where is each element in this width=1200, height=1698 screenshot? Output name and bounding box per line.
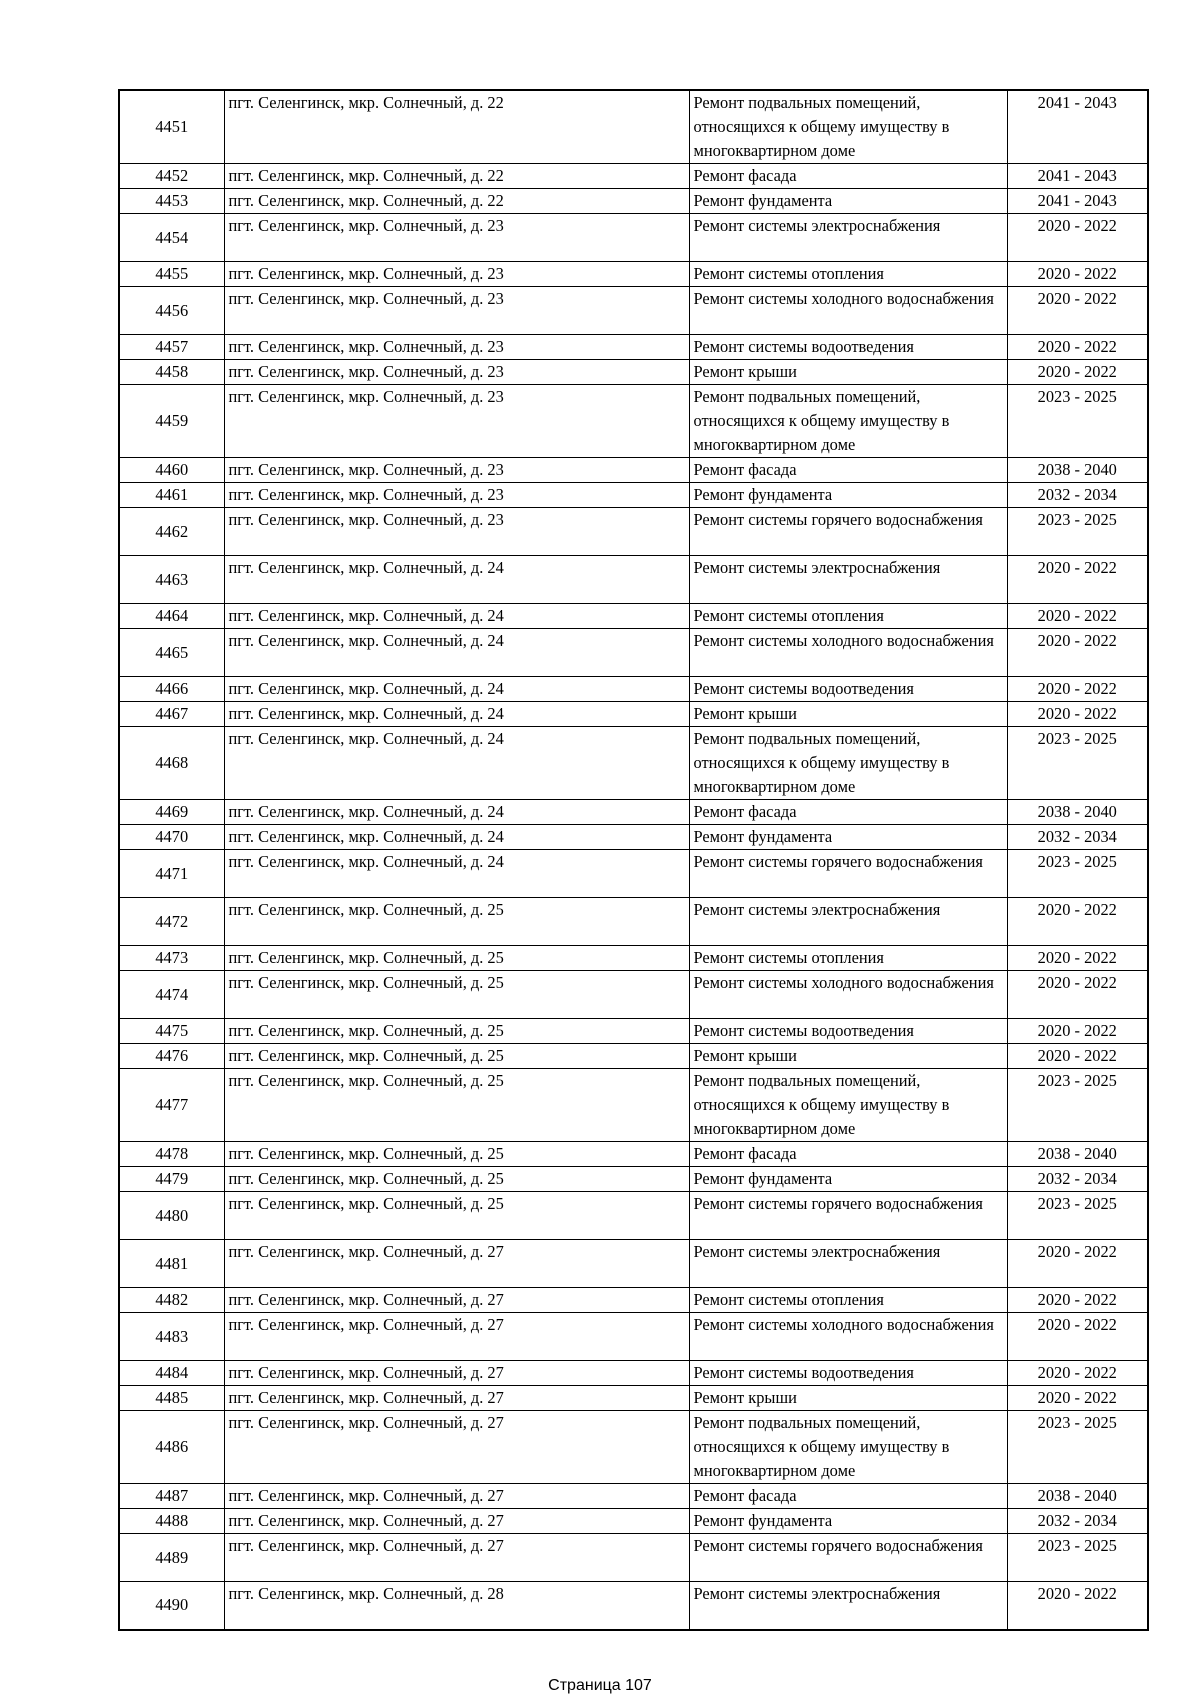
cell-number: 4479 (119, 1167, 224, 1192)
cell-period: 2023 - 2025 (1007, 1534, 1148, 1582)
cell-address: пгт. Селенгинск, мкр. Солнечный, д. 22 (224, 164, 689, 189)
cell-work-type: Ремонт фундамента (689, 1167, 1007, 1192)
table-row (119, 90, 1148, 164)
cell-period: 2041 - 2043 (1007, 164, 1148, 189)
table-row (119, 508, 1148, 556)
table-row (119, 1019, 1148, 1044)
cell-address: пгт. Селенгинск, мкр. Солнечный, д. 23 (224, 214, 689, 262)
cell-number: 4457 (119, 335, 224, 360)
cell-period: 2020 - 2022 (1007, 262, 1148, 287)
table-row (119, 604, 1148, 629)
cell-work-type: Ремонт системы горячего водоснабжения (689, 508, 1007, 556)
cell-address: пгт. Селенгинск, мкр. Солнечный, д. 24 (224, 556, 689, 604)
cell-number: 4481 (119, 1240, 224, 1288)
cell-period: 2020 - 2022 (1007, 556, 1148, 604)
cell-number: 4459 (119, 385, 224, 458)
cell-period: 2020 - 2022 (1007, 898, 1148, 946)
cell-work-type: Ремонт системы электроснабжения (689, 1240, 1007, 1288)
cell-address: пгт. Селенгинск, мкр. Солнечный, д. 25 (224, 1044, 689, 1069)
table-row (119, 800, 1148, 825)
cell-period: 2032 - 2034 (1007, 1509, 1148, 1534)
cell-number: 4465 (119, 629, 224, 677)
cell-period: 2032 - 2034 (1007, 1167, 1148, 1192)
table-row (119, 677, 1148, 702)
cell-address: пгт. Селенгинск, мкр. Солнечный, д. 22 (224, 90, 689, 164)
cell-work-type: Ремонт фасада (689, 164, 1007, 189)
cell-period: 2038 - 2040 (1007, 800, 1148, 825)
cell-address: пгт. Селенгинск, мкр. Солнечный, д. 28 (224, 1582, 689, 1630)
table-row (119, 971, 1148, 1019)
cell-period: 2020 - 2022 (1007, 702, 1148, 727)
cell-address: пгт. Селенгинск, мкр. Солнечный, д. 25 (224, 946, 689, 971)
cell-work-type: Ремонт подвальных помещений, относящихся к общему имуществу в многоквартирном доме (689, 1411, 1007, 1484)
cell-period: 2023 - 2025 (1007, 850, 1148, 898)
cell-number: 4451 (119, 90, 224, 164)
cell-period: 2023 - 2025 (1007, 727, 1148, 800)
cell-work-type: Ремонт крыши (689, 360, 1007, 385)
cell-period: 2032 - 2034 (1007, 483, 1148, 508)
cell-period: 2038 - 2040 (1007, 458, 1148, 483)
cell-work-type: Ремонт системы холодного водоснабжения (689, 1313, 1007, 1361)
table-row (119, 1069, 1148, 1142)
cell-number: 4489 (119, 1534, 224, 1582)
cell-period: 2023 - 2025 (1007, 1069, 1148, 1142)
cell-number: 4462 (119, 508, 224, 556)
works-table-body (119, 90, 1148, 1630)
cell-number: 4487 (119, 1484, 224, 1509)
cell-number: 4476 (119, 1044, 224, 1069)
cell-address: пгт. Селенгинск, мкр. Солнечный, д. 25 (224, 898, 689, 946)
cell-work-type: Ремонт системы холодного водоснабжения (689, 287, 1007, 335)
cell-period: 2023 - 2025 (1007, 1192, 1148, 1240)
cell-work-type: Ремонт системы отопления (689, 1288, 1007, 1313)
cell-address: пгт. Селенгинск, мкр. Солнечный, д. 24 (224, 629, 689, 677)
cell-number: 4484 (119, 1361, 224, 1386)
table-row (119, 1192, 1148, 1240)
table-row (119, 1167, 1148, 1192)
cell-address: пгт. Селенгинск, мкр. Солнечный, д. 24 (224, 825, 689, 850)
cell-address: пгт. Селенгинск, мкр. Солнечный, д. 25 (224, 1069, 689, 1142)
cell-number: 4454 (119, 214, 224, 262)
cell-work-type: Ремонт системы отопления (689, 946, 1007, 971)
cell-work-type: Ремонт системы горячего водоснабжения (689, 850, 1007, 898)
table-row (119, 1484, 1148, 1509)
cell-work-type: Ремонт фасада (689, 1484, 1007, 1509)
cell-period: 2038 - 2040 (1007, 1484, 1148, 1509)
cell-period: 2020 - 2022 (1007, 1019, 1148, 1044)
table-row (119, 825, 1148, 850)
cell-address: пгт. Селенгинск, мкр. Солнечный, д. 24 (224, 677, 689, 702)
cell-number: 4453 (119, 189, 224, 214)
cell-address: пгт. Селенгинск, мкр. Солнечный, д. 22 (224, 189, 689, 214)
cell-number: 4456 (119, 287, 224, 335)
cell-address: пгт. Селенгинск, мкр. Солнечный, д. 27 (224, 1240, 689, 1288)
cell-work-type: Ремонт фасада (689, 800, 1007, 825)
cell-period: 2020 - 2022 (1007, 1044, 1148, 1069)
page-number: Страница 107 (548, 1677, 652, 1694)
cell-period: 2020 - 2022 (1007, 946, 1148, 971)
cell-work-type: Ремонт системы водоотведения (689, 1019, 1007, 1044)
cell-work-type: Ремонт системы водоотведения (689, 335, 1007, 360)
cell-address: пгт. Селенгинск, мкр. Солнечный, д. 27 (224, 1509, 689, 1534)
cell-address: пгт. Селенгинск, мкр. Солнечный, д. 25 (224, 1019, 689, 1044)
cell-address: пгт. Селенгинск, мкр. Солнечный, д. 25 (224, 971, 689, 1019)
cell-number: 4466 (119, 677, 224, 702)
cell-address: пгт. Селенгинск, мкр. Солнечный, д. 27 (224, 1534, 689, 1582)
cell-number: 4467 (119, 702, 224, 727)
cell-work-type: Ремонт фундамента (689, 1509, 1007, 1534)
cell-work-type: Ремонт подвальных помещений, относящихся к общему имуществу в многоквартирном доме (689, 1069, 1007, 1142)
cell-address: пгт. Селенгинск, мкр. Солнечный, д. 23 (224, 287, 689, 335)
cell-period: 2020 - 2022 (1007, 360, 1148, 385)
cell-work-type: Ремонт системы водоотведения (689, 1361, 1007, 1386)
cell-period: 2023 - 2025 (1007, 1411, 1148, 1484)
cell-address: пгт. Селенгинск, мкр. Солнечный, д. 24 (224, 850, 689, 898)
cell-work-type: Ремонт фундамента (689, 189, 1007, 214)
cell-number: 4480 (119, 1192, 224, 1240)
cell-period: 2020 - 2022 (1007, 214, 1148, 262)
works-table (118, 89, 1149, 1631)
cell-number: 4458 (119, 360, 224, 385)
cell-number: 4490 (119, 1582, 224, 1630)
cell-number: 4473 (119, 946, 224, 971)
cell-work-type: Ремонт системы водоотведения (689, 677, 1007, 702)
cell-work-type: Ремонт системы электроснабжения (689, 898, 1007, 946)
cell-work-type: Ремонт фасада (689, 458, 1007, 483)
page-footer (0, 1676, 1200, 1696)
table-row (119, 335, 1148, 360)
table-row (119, 1240, 1148, 1288)
table-row (119, 1044, 1148, 1069)
cell-period: 2020 - 2022 (1007, 335, 1148, 360)
cell-work-type: Ремонт системы электроснабжения (689, 1582, 1007, 1630)
cell-number: 4460 (119, 458, 224, 483)
cell-work-type: Ремонт крыши (689, 1044, 1007, 1069)
cell-number: 4464 (119, 604, 224, 629)
cell-period: 2020 - 2022 (1007, 287, 1148, 335)
table-row (119, 1313, 1148, 1361)
cell-period: 2041 - 2043 (1007, 90, 1148, 164)
cell-number: 4483 (119, 1313, 224, 1361)
cell-number: 4461 (119, 483, 224, 508)
table-row (119, 458, 1148, 483)
cell-number: 4452 (119, 164, 224, 189)
cell-address: пгт. Селенгинск, мкр. Солнечный, д. 24 (224, 800, 689, 825)
cell-number: 4486 (119, 1411, 224, 1484)
cell-number: 4482 (119, 1288, 224, 1313)
cell-number: 4477 (119, 1069, 224, 1142)
cell-address: пгт. Селенгинск, мкр. Солнечный, д. 27 (224, 1484, 689, 1509)
table-row (119, 1361, 1148, 1386)
cell-work-type: Ремонт фасада (689, 1142, 1007, 1167)
cell-period: 2020 - 2022 (1007, 1288, 1148, 1313)
cell-number: 4485 (119, 1386, 224, 1411)
cell-address: пгт. Селенгинск, мкр. Солнечный, д. 27 (224, 1386, 689, 1411)
cell-work-type: Ремонт системы электроснабжения (689, 556, 1007, 604)
table-row (119, 360, 1148, 385)
cell-address: пгт. Селенгинск, мкр. Солнечный, д. 23 (224, 508, 689, 556)
table-row (119, 946, 1148, 971)
cell-work-type: Ремонт крыши (689, 702, 1007, 727)
cell-address: пгт. Селенгинск, мкр. Солнечный, д. 23 (224, 385, 689, 458)
cell-address: пгт. Селенгинск, мкр. Солнечный, д. 27 (224, 1313, 689, 1361)
cell-address: пгт. Селенгинск, мкр. Солнечный, д. 27 (224, 1361, 689, 1386)
cell-address: пгт. Селенгинск, мкр. Солнечный, д. 24 (224, 727, 689, 800)
cell-period: 2020 - 2022 (1007, 604, 1148, 629)
cell-work-type: Ремонт крыши (689, 1386, 1007, 1411)
cell-period: 2020 - 2022 (1007, 971, 1148, 1019)
cell-number: 4475 (119, 1019, 224, 1044)
cell-work-type: Ремонт подвальных помещений, относящихся к общему имуществу в многоквартирном доме (689, 90, 1007, 164)
cell-work-type: Ремонт системы отопления (689, 262, 1007, 287)
table-row (119, 262, 1148, 287)
cell-period: 2020 - 2022 (1007, 1240, 1148, 1288)
cell-number: 4468 (119, 727, 224, 800)
table-row (119, 1411, 1148, 1484)
cell-period: 2020 - 2022 (1007, 1313, 1148, 1361)
cell-period: 2020 - 2022 (1007, 629, 1148, 677)
cell-number: 4474 (119, 971, 224, 1019)
cell-address: пгт. Селенгинск, мкр. Солнечный, д. 23 (224, 262, 689, 287)
table-row (119, 629, 1148, 677)
table-row (119, 850, 1148, 898)
table-row (119, 702, 1148, 727)
table-row (119, 556, 1148, 604)
cell-number: 4471 (119, 850, 224, 898)
cell-address: пгт. Селенгинск, мкр. Солнечный, д. 24 (224, 702, 689, 727)
cell-period: 2020 - 2022 (1007, 1361, 1148, 1386)
table-row (119, 287, 1148, 335)
table-row (119, 1534, 1148, 1582)
cell-address: пгт. Селенгинск, мкр. Солнечный, д. 23 (224, 483, 689, 508)
table-row (119, 385, 1148, 458)
cell-number: 4469 (119, 800, 224, 825)
cell-work-type: Ремонт системы отопления (689, 604, 1007, 629)
table-row (119, 1582, 1148, 1630)
cell-work-type: Ремонт системы горячего водоснабжения (689, 1534, 1007, 1582)
cell-work-type: Ремонт системы горячего водоснабжения (689, 1192, 1007, 1240)
cell-work-type: Ремонт фундамента (689, 825, 1007, 850)
cell-address: пгт. Селенгинск, мкр. Солнечный, д. 23 (224, 458, 689, 483)
cell-work-type: Ремонт системы холодного водоснабжения (689, 629, 1007, 677)
cell-address: пгт. Селенгинск, мкр. Солнечный, д. 23 (224, 360, 689, 385)
cell-period: 2032 - 2034 (1007, 825, 1148, 850)
cell-work-type: Ремонт системы холодного водоснабжения (689, 971, 1007, 1019)
cell-address: пгт. Селенгинск, мкр. Солнечный, д. 25 (224, 1167, 689, 1192)
cell-period: 2041 - 2043 (1007, 189, 1148, 214)
table-row (119, 898, 1148, 946)
table-row (119, 1142, 1148, 1167)
table-row (119, 1509, 1148, 1534)
cell-number: 4478 (119, 1142, 224, 1167)
cell-number: 4455 (119, 262, 224, 287)
cell-number: 4463 (119, 556, 224, 604)
table-row (119, 483, 1148, 508)
cell-period: 2023 - 2025 (1007, 508, 1148, 556)
table-row (119, 164, 1148, 189)
cell-work-type: Ремонт системы электроснабжения (689, 214, 1007, 262)
cell-address: пгт. Селенгинск, мкр. Солнечный, д. 25 (224, 1142, 689, 1167)
table-row (119, 1386, 1148, 1411)
cell-period: 2038 - 2040 (1007, 1142, 1148, 1167)
cell-work-type: Ремонт подвальных помещений, относящихся к общему имуществу в многоквартирном доме (689, 385, 1007, 458)
cell-address: пгт. Селенгинск, мкр. Солнечный, д. 27 (224, 1411, 689, 1484)
cell-period: 2020 - 2022 (1007, 677, 1148, 702)
cell-number: 4488 (119, 1509, 224, 1534)
cell-number: 4470 (119, 825, 224, 850)
cell-period: 2020 - 2022 (1007, 1582, 1148, 1630)
cell-address: пгт. Селенгинск, мкр. Солнечный, д. 25 (224, 1192, 689, 1240)
cell-address: пгт. Селенгинск, мкр. Солнечный, д. 23 (224, 335, 689, 360)
cell-number: 4472 (119, 898, 224, 946)
table-row (119, 214, 1148, 262)
cell-work-type: Ремонт подвальных помещений, относящихся к общему имуществу в многоквартирном доме (689, 727, 1007, 800)
table-row (119, 189, 1148, 214)
table-row (119, 1288, 1148, 1313)
cell-address: пгт. Селенгинск, мкр. Солнечный, д. 24 (224, 604, 689, 629)
cell-period: 2020 - 2022 (1007, 1386, 1148, 1411)
table-row (119, 727, 1148, 800)
cell-address: пгт. Селенгинск, мкр. Солнечный, д. 27 (224, 1288, 689, 1313)
cell-work-type: Ремонт фундамента (689, 483, 1007, 508)
cell-period: 2023 - 2025 (1007, 385, 1148, 458)
